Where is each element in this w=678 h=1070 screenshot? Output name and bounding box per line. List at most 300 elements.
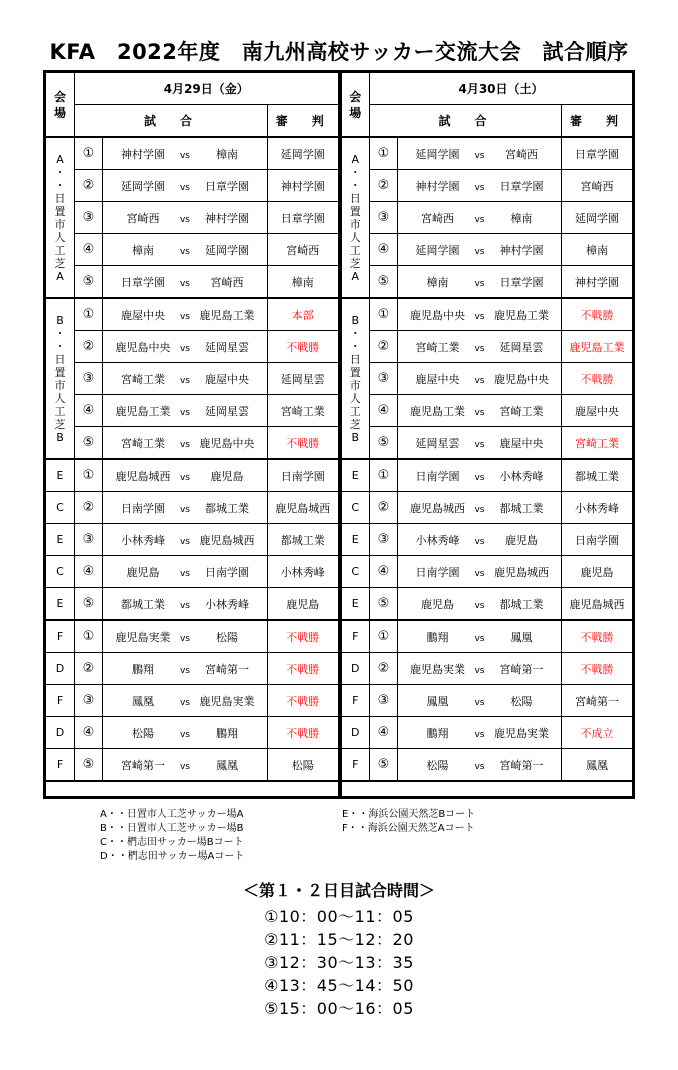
venue-cell: [340, 298, 370, 459]
home-team: 鳳凰: [426, 694, 449, 708]
match-cell: [103, 395, 268, 427]
venue-char: ・: [54, 178, 66, 192]
match-cell: [103, 266, 268, 299]
venue-code-cell: F: [45, 685, 75, 717]
vs-label: vs: [179, 633, 190, 644]
referee-cell: 不戦勝: [268, 331, 340, 363]
vs-label: vs: [179, 375, 190, 386]
home-team: 樟南: [426, 275, 449, 289]
venue-char: 芝: [54, 256, 66, 270]
vs-label: vs: [474, 311, 485, 322]
away-team: 樟南: [216, 147, 238, 161]
schedule-table: [43, 70, 635, 799]
table-row: [45, 653, 634, 685]
away-team: 松陽: [216, 630, 238, 644]
away-team: 神村学園: [205, 211, 249, 225]
table-row: [45, 620, 634, 653]
away-team: 宮崎西: [505, 147, 538, 161]
blank-cell: [45, 781, 340, 798]
venue-char: 工: [54, 404, 66, 418]
venue-char: ・: [349, 165, 361, 179]
home-team: 日南学園: [415, 469, 460, 483]
venue-code-cell: C: [340, 492, 370, 524]
home-team: 鹿屋中央: [121, 308, 165, 322]
venue-char: 工: [349, 243, 361, 257]
venue-code-cell: F: [340, 749, 370, 782]
day1-date-header: 4月29日（金）: [75, 72, 340, 105]
vs-label: vs: [474, 375, 485, 386]
vs-label: vs: [474, 150, 485, 161]
home-team: 神村学園: [415, 179, 460, 193]
home-team: 鹿児島工業: [115, 404, 171, 418]
venue-code-cell: F: [45, 620, 75, 653]
venue-legend-left: [100, 808, 244, 864]
venue-header: [340, 72, 370, 138]
away-team: 鹿児島実業: [494, 726, 549, 740]
table-row: [45, 459, 634, 492]
match-number: ③: [370, 685, 398, 717]
away-team: 鹿児島工業: [199, 308, 255, 322]
venue-char: 置: [54, 365, 66, 379]
venue-char: 市: [54, 217, 66, 231]
away-team: 宮崎第一: [205, 662, 249, 676]
match-cell: [103, 202, 268, 234]
home-team: 鹿児島中央: [115, 340, 171, 354]
match-number: ④: [370, 717, 398, 749]
home-team: 鹿屋中央: [415, 372, 460, 386]
match-number: ①: [75, 137, 103, 170]
home-team: 松陽: [426, 758, 449, 772]
vs-label: vs: [179, 407, 190, 418]
match-cell: [398, 234, 562, 266]
away-team: 神村学園: [499, 243, 544, 257]
match-number: ①: [75, 620, 103, 653]
venue-char: 工: [349, 404, 361, 418]
venue-char: B: [56, 430, 64, 444]
referee-cell: 不成立: [562, 717, 634, 749]
match-number: ①: [75, 459, 103, 492]
away-team: 鹿児島中央: [199, 436, 255, 450]
venue-header-char: 会: [53, 89, 66, 104]
table-row: [45, 749, 634, 782]
away-team: 延岡星雲: [205, 340, 249, 354]
away-team: 宮崎第一: [499, 758, 544, 772]
match-cell: [103, 331, 268, 363]
legend-item: C・・椚志田サッカー場Bコート: [100, 837, 244, 848]
match-number: ④: [75, 234, 103, 266]
vs-label: vs: [474, 761, 485, 772]
table-row: [45, 492, 634, 524]
venue-code-cell: E: [340, 524, 370, 556]
venue-code-cell: F: [340, 620, 370, 653]
match-number: ④: [370, 234, 398, 266]
referee-cell: 不戦勝: [268, 620, 340, 653]
venue-char: 置: [349, 204, 361, 218]
match-number: ①: [75, 298, 103, 331]
match-number: ①: [370, 459, 398, 492]
table-row: [45, 524, 634, 556]
home-team: 鳳凰: [132, 694, 154, 708]
referee-cell: 不戦勝: [562, 363, 634, 395]
referee-cell: 樟南: [268, 266, 340, 299]
referee-cell: 不戦勝: [268, 653, 340, 685]
vs-label: vs: [179, 182, 190, 193]
venue-char: ・: [54, 339, 66, 353]
referee-cell: 鹿児島: [562, 556, 634, 588]
venue-code-cell: C: [45, 492, 75, 524]
match-cell: [103, 363, 268, 395]
venue-code-cell: C: [45, 556, 75, 588]
vs-label: vs: [179, 439, 190, 450]
match-times: [0, 878, 678, 1020]
referee-cell: 神村学園: [268, 170, 340, 202]
day2-date-header: 4月30日（土）: [370, 72, 634, 105]
match-number: ③: [370, 524, 398, 556]
referee-cell: 樟南: [562, 234, 634, 266]
venue-char: 人: [349, 391, 361, 405]
home-team: 日南学園: [415, 565, 460, 579]
table-row: [45, 427, 634, 460]
legend-item: E・・海浜公園天然芝Bコート: [342, 809, 476, 820]
venue-header: [45, 72, 75, 138]
match-number: ②: [370, 331, 398, 363]
referee-cell: 鹿児島: [268, 588, 340, 621]
match-cell: [398, 395, 562, 427]
referee-cell: 日章学園: [562, 137, 634, 170]
away-team: 宮崎西: [210, 275, 244, 289]
match-cell: [398, 202, 562, 234]
vs-label: vs: [474, 439, 485, 450]
referee-cell: 鹿屋中央: [562, 395, 634, 427]
vs-label: vs: [474, 278, 485, 289]
referee-cell: 延岡学園: [562, 202, 634, 234]
venue-char: 人: [54, 230, 66, 244]
venue-char: 日: [54, 191, 66, 205]
home-team: 宮崎工業: [415, 340, 460, 354]
referee-cell: 延岡学園: [268, 137, 340, 170]
match-number: ③: [370, 202, 398, 234]
match-number: ④: [75, 395, 103, 427]
venue-char: A: [56, 269, 64, 283]
vs-label: vs: [179, 278, 190, 289]
time-slot: ②11：15〜12：20: [264, 930, 414, 949]
table-row: [45, 202, 634, 234]
venue-code-cell: E: [340, 588, 370, 621]
home-team: 延岡星雲: [415, 436, 460, 450]
home-team: 鹿児島実業: [115, 630, 171, 644]
referee-cell: 都城工業: [268, 524, 340, 556]
vs-label: vs: [179, 600, 190, 611]
venue-char: B: [56, 313, 64, 327]
referee-cell: 不戦勝: [268, 717, 340, 749]
match-cell: [103, 427, 268, 460]
venue-char: 日: [54, 352, 66, 366]
match-cell: [398, 363, 562, 395]
vs-label: vs: [474, 182, 485, 193]
match-number: ⑤: [75, 749, 103, 782]
home-team: 鹿児島: [421, 597, 454, 611]
venue-header-char: 場: [349, 105, 362, 120]
away-team: 延岡星雲: [205, 404, 249, 418]
vs-label: vs: [474, 214, 485, 225]
legend-item: B・・日置市人工芝サッカー場B: [100, 823, 244, 834]
away-team: 鹿屋中央: [205, 372, 249, 386]
home-team: 鹿児島: [126, 565, 160, 579]
vs-label: vs: [179, 697, 190, 708]
match-cell: [398, 653, 562, 685]
match-number: ③: [370, 363, 398, 395]
away-team: 都城工業: [499, 597, 544, 611]
referee-cell: 宮崎第一: [562, 685, 634, 717]
legend-item: D・・椚志田サッカー場Aコート: [100, 851, 245, 862]
venue-header-char: 会: [349, 89, 362, 104]
match-cell: [398, 717, 562, 749]
home-team: 日南学園: [121, 501, 165, 515]
home-team: 小林秀峰: [121, 533, 165, 547]
match-cell: [398, 588, 562, 621]
match-number: ⑤: [370, 427, 398, 460]
match-number: ⑤: [75, 266, 103, 299]
referee-cell: 都城工業: [562, 459, 634, 492]
vs-label: vs: [179, 504, 190, 515]
away-team: 鳳凰: [510, 630, 533, 644]
vs-label: vs: [474, 504, 485, 515]
match-cell: [103, 298, 268, 331]
vs-label: vs: [179, 311, 190, 322]
vs-label: vs: [179, 246, 190, 257]
venue-code-cell: D: [340, 653, 370, 685]
referee-cell: 日章学園: [268, 202, 340, 234]
away-team: 鹿児島城西: [494, 565, 549, 579]
home-team: 鹿児島実業: [410, 662, 465, 676]
venue-code-cell: F: [340, 685, 370, 717]
match-number: ④: [75, 556, 103, 588]
vs-label: vs: [474, 729, 485, 740]
match-number: ⑤: [75, 427, 103, 460]
match-cell: [103, 556, 268, 588]
vs-label: vs: [474, 343, 485, 354]
match-cell: [398, 170, 562, 202]
venue-cell: [45, 298, 75, 459]
referee-cell: 小林秀峰: [562, 492, 634, 524]
referee-cell: 神村学園: [562, 266, 634, 299]
venue-code-cell: E: [45, 524, 75, 556]
home-team: 鹿児島中央: [410, 308, 465, 322]
venue-char: B: [351, 430, 360, 444]
home-team: 鵬翔: [426, 630, 449, 644]
time-slot: ①10：00〜11：05: [264, 907, 414, 926]
home-team: 延岡学園: [121, 179, 165, 193]
away-team: 日章学園: [499, 179, 544, 193]
home-team: 鵬翔: [426, 726, 449, 740]
home-team: 鵬翔: [132, 662, 154, 676]
referee-header: 審 判: [562, 105, 634, 138]
match-number: ⑤: [370, 266, 398, 299]
venue-code-cell: F: [45, 749, 75, 782]
match-cell: [398, 620, 562, 653]
match-number: ③: [75, 524, 103, 556]
legend-item: A・・日置市人工芝サッカー場A: [100, 809, 244, 820]
match-cell: [103, 137, 268, 170]
match-cell: [103, 685, 268, 717]
vs-label: vs: [179, 536, 190, 547]
match-cell: [398, 524, 562, 556]
away-team: 樟南: [510, 211, 533, 225]
away-team: 松陽: [510, 694, 533, 708]
referee-cell: 松陽: [268, 749, 340, 782]
away-team: 延岡星雲: [499, 340, 544, 354]
time-slot: ④13：45〜14：50: [264, 976, 414, 995]
match-times-title: ＜第１・２日目試合時間＞: [242, 881, 435, 900]
match-number: ③: [75, 363, 103, 395]
away-team: 都城工業: [205, 501, 249, 515]
match-number: ②: [75, 331, 103, 363]
venue-legend-right: [342, 808, 475, 836]
match-cell: [103, 234, 268, 266]
blank-cell: [340, 781, 634, 798]
match-cell: [398, 298, 562, 331]
match-number: ②: [75, 170, 103, 202]
match-header: 試 合: [75, 105, 268, 138]
venue-char: A: [56, 152, 64, 166]
referee-cell: 鹿児島城西: [268, 492, 340, 524]
venue-code-cell: C: [340, 556, 370, 588]
match-cell: [398, 427, 562, 460]
home-team: 宮崎第一: [121, 758, 165, 772]
vs-label: vs: [474, 600, 485, 611]
venue-char: 市: [349, 217, 361, 231]
venue-char: 日: [349, 352, 361, 366]
venue-code-cell: E: [45, 459, 75, 492]
home-team: 鹿児島城西: [115, 469, 171, 483]
venue-header-char: 場: [53, 105, 66, 120]
referee-cell: 延岡星雲: [268, 363, 340, 395]
match-cell: [103, 524, 268, 556]
venue-char: ・: [54, 326, 66, 340]
match-header: 試 合: [370, 105, 562, 138]
vs-label: vs: [474, 472, 485, 483]
match-cell: [398, 685, 562, 717]
referee-cell: 不戦勝: [268, 685, 340, 717]
away-team: 都城工業: [499, 501, 544, 515]
referee-cell: 宮崎工業: [562, 427, 634, 460]
match-number: ⑤: [75, 588, 103, 621]
venue-char: ・: [349, 339, 361, 353]
venue-char: 芝: [349, 417, 361, 431]
referee-cell: 鹿児島工業: [562, 331, 634, 363]
vs-label: vs: [474, 246, 485, 257]
referee-cell: 日南学園: [562, 524, 634, 556]
venue-char: 芝: [54, 417, 66, 431]
table-row: [45, 137, 634, 170]
away-team: 日章学園: [499, 275, 544, 289]
home-team: 宮崎西: [126, 211, 160, 225]
venue-char: A: [351, 269, 360, 283]
referee-cell: 宮崎工業: [268, 395, 340, 427]
vs-label: vs: [474, 697, 485, 708]
vs-label: vs: [474, 407, 485, 418]
match-cell: [398, 331, 562, 363]
home-team: 延岡学園: [415, 243, 460, 257]
away-team: 小林秀峰: [205, 597, 249, 611]
away-team: 鹿屋中央: [499, 436, 544, 450]
referee-cell: 不戦勝: [268, 427, 340, 460]
referee-cell: 小林秀峰: [268, 556, 340, 588]
match-number: ①: [370, 298, 398, 331]
venue-char: 市: [349, 378, 361, 392]
venue-char: 人: [54, 391, 66, 405]
match-cell: [103, 588, 268, 621]
vs-label: vs: [179, 150, 190, 161]
vs-label: vs: [474, 665, 485, 676]
page-title: KFA 2022年度 南九州高校サッカー交流大会 試合順序: [49, 40, 629, 64]
away-team: 鹿児島城西: [199, 533, 255, 547]
away-team: 鹿児島: [505, 533, 538, 547]
match-number: ②: [75, 653, 103, 685]
match-number: ①: [370, 620, 398, 653]
venue-code-cell: D: [45, 717, 75, 749]
table-row: [45, 266, 634, 299]
match-number: ⑤: [370, 749, 398, 782]
venue-char: ・: [54, 165, 66, 179]
vs-label: vs: [179, 343, 190, 354]
match-number: ②: [75, 492, 103, 524]
venue-cell: [340, 137, 370, 298]
home-team: 日章学園: [121, 275, 165, 289]
home-team: 宮崎工業: [121, 436, 165, 450]
away-team: 日章学園: [205, 179, 249, 193]
match-number: ②: [370, 653, 398, 685]
match-cell: [398, 749, 562, 782]
match-cell: [398, 492, 562, 524]
table-row: [45, 717, 634, 749]
blank-row: [45, 781, 634, 798]
match-cell: [103, 717, 268, 749]
table-row: [45, 588, 634, 621]
home-team: 松陽: [132, 726, 154, 740]
away-team: 鹿児島工業: [494, 308, 549, 322]
venue-char: 工: [54, 243, 66, 257]
table-row: [45, 556, 634, 588]
table-row: [45, 685, 634, 717]
match-cell: [103, 492, 268, 524]
vs-label: vs: [179, 214, 190, 225]
venue-char: ・: [349, 178, 361, 192]
vs-label: vs: [474, 536, 485, 547]
match-cell: [398, 459, 562, 492]
venue-code-cell: E: [340, 459, 370, 492]
match-number: ③: [75, 685, 103, 717]
match-cell: [103, 653, 268, 685]
table-row: [45, 395, 634, 427]
home-team: 都城工業: [121, 597, 165, 611]
match-number: ④: [75, 717, 103, 749]
match-cell: [103, 459, 268, 492]
home-team: 延岡学園: [415, 147, 460, 161]
referee-cell: 不戦勝: [562, 620, 634, 653]
vs-label: vs: [179, 472, 190, 483]
away-team: 鳳凰: [216, 758, 238, 772]
away-team: 小林秀峰: [499, 469, 544, 483]
away-team: 延岡学園: [205, 243, 249, 257]
match-number: ④: [370, 395, 398, 427]
venue-char: A: [351, 152, 360, 166]
referee-header: 審 判: [268, 105, 340, 138]
match-cell: [103, 170, 268, 202]
vs-label: vs: [474, 633, 485, 644]
vs-label: vs: [179, 761, 190, 772]
venue-code-cell: E: [45, 588, 75, 621]
